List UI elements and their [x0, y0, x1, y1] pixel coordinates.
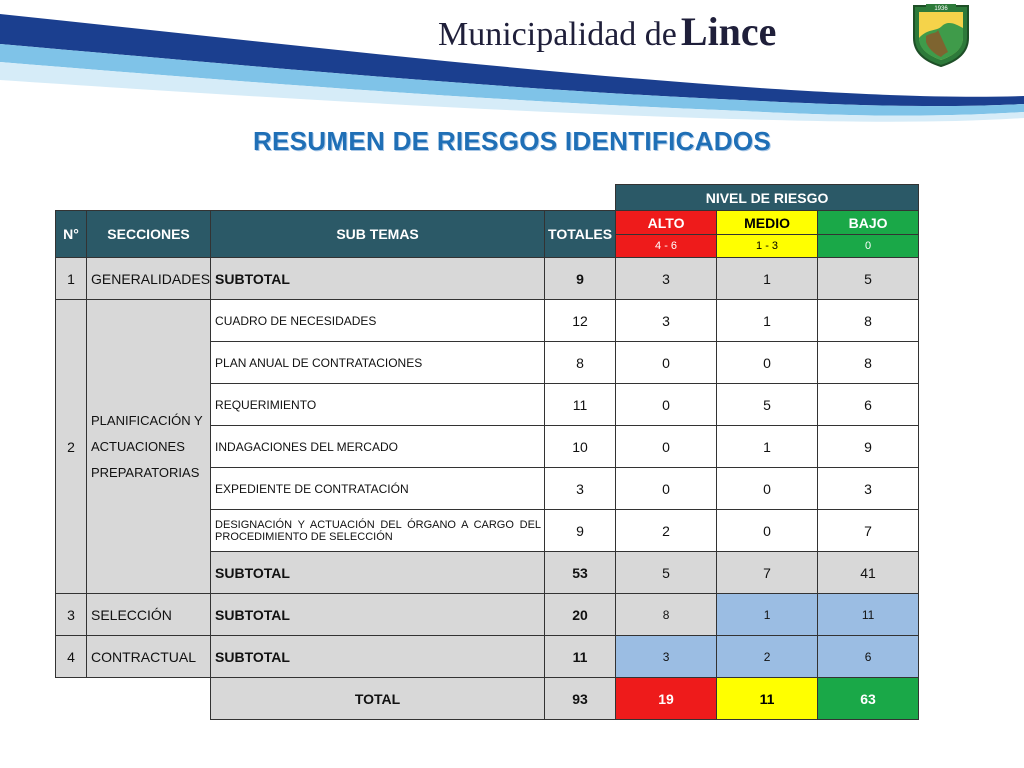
row-medio: 1: [717, 594, 818, 636]
row-bajo: 11: [818, 594, 919, 636]
row-alto: 3: [616, 636, 717, 678]
municipal-shield-icon: [908, 2, 974, 68]
table-row: [56, 636, 919, 678]
header-medio: MEDIO: [717, 211, 818, 235]
row-alto: 0: [616, 342, 717, 384]
row-no: 2: [56, 300, 87, 594]
header-bajo: BAJO: [818, 211, 919, 235]
row-bajo: 8: [818, 342, 919, 384]
row-bajo: 5: [818, 258, 919, 300]
table-row: [56, 594, 919, 636]
medio-range: 1 - 3: [717, 235, 818, 258]
row-alto: 3: [616, 258, 717, 300]
row-total: 53: [545, 552, 616, 594]
row-seccion: GENERALIDADES: [87, 258, 211, 300]
total-bajo: 63: [818, 678, 919, 720]
row-tema: CUADRO DE NECESIDADES: [211, 300, 545, 342]
header-alto: ALTO: [616, 211, 717, 235]
row-medio: 0: [717, 342, 818, 384]
row-seccion: SELECCIÓN: [87, 594, 211, 636]
row-bajo: 6: [818, 384, 919, 426]
header-nivel-riesgo: NIVEL DE RIESGO: [616, 185, 919, 211]
row-total: 9: [545, 258, 616, 300]
total-row: [56, 678, 919, 720]
row-seccion: CONTRACTUAL: [87, 636, 211, 678]
row-total: 3: [545, 468, 616, 510]
row-no: 1: [56, 258, 87, 300]
header-secciones: SECCIONES: [87, 211, 211, 258]
row-total: 20: [545, 594, 616, 636]
row-alto: 0: [616, 468, 717, 510]
row-tema: EXPEDIENTE DE CONTRATACIÓN: [211, 468, 545, 510]
logo-year: 1936: [934, 6, 948, 12]
row-alto: 2: [616, 510, 717, 552]
row-tema: REQUERIMIENTO: [211, 384, 545, 426]
row-medio: 1: [717, 300, 818, 342]
row-bajo: 7: [818, 510, 919, 552]
row-no: 4: [56, 636, 87, 678]
risk-summary-table: [55, 184, 919, 720]
header-subtemas: SUB TEMAS: [211, 211, 545, 258]
row-tema: SUBTOTAL: [211, 594, 545, 636]
municipality-brand: [438, 8, 776, 55]
bajo-range: 0: [818, 235, 919, 258]
row-tema: DESIGNACIÓN Y ACTUACIÓN DEL ÓRGANO A CARGO DEL PROCEDIMIENTO DE SELECCIÓN: [211, 510, 545, 552]
row-total: 9: [545, 510, 616, 552]
row-alto: 0: [616, 384, 717, 426]
row-medio: 7: [717, 552, 818, 594]
row-total: 10: [545, 426, 616, 468]
row-medio: 5: [717, 384, 818, 426]
total-label: TOTAL: [211, 678, 545, 720]
brand-prefix: Municipalidad de: [438, 16, 677, 53]
row-no: 3: [56, 594, 87, 636]
brand-name: Lince: [680, 9, 777, 54]
row-bajo: 6: [818, 636, 919, 678]
total-value: 93: [545, 678, 616, 720]
table-row: [56, 300, 919, 342]
row-tema: SUBTOTAL: [211, 552, 545, 594]
alto-range: 4 - 6: [616, 235, 717, 258]
row-medio: 0: [717, 468, 818, 510]
row-bajo: 3: [818, 468, 919, 510]
row-tema: PLAN ANUAL DE CONTRATACIONES: [211, 342, 545, 384]
row-alto: 5: [616, 552, 717, 594]
row-tema: SUBTOTAL: [211, 258, 545, 300]
total-medio: 11: [717, 678, 818, 720]
header-totales: TOTALES: [545, 211, 616, 258]
total-alto: 19: [616, 678, 717, 720]
row-alto: 3: [616, 300, 717, 342]
row-bajo: 8: [818, 300, 919, 342]
row-medio: 0: [717, 510, 818, 552]
row-bajo: 9: [818, 426, 919, 468]
row-medio: 1: [717, 426, 818, 468]
row-total: 12: [545, 300, 616, 342]
page-title: RESUMEN DE RIESGOS IDENTIFICADOS: [252, 126, 772, 156]
row-tema: SUBTOTAL: [211, 636, 545, 678]
row-medio: 2: [717, 636, 818, 678]
row-total: 11: [545, 636, 616, 678]
row-total: 8: [545, 342, 616, 384]
row-alto: 8: [616, 594, 717, 636]
row-medio: 1: [717, 258, 818, 300]
table-row: [56, 258, 919, 300]
row-bajo: 41: [818, 552, 919, 594]
row-total: 11: [545, 384, 616, 426]
header-no: N°: [56, 211, 87, 258]
row-seccion: PLANIFICACIÓN Y ACTUACIONES PREPARATORIAS: [87, 300, 211, 594]
row-alto: 0: [616, 426, 717, 468]
row-tema: INDAGACIONES DEL MERCADO: [211, 426, 545, 468]
